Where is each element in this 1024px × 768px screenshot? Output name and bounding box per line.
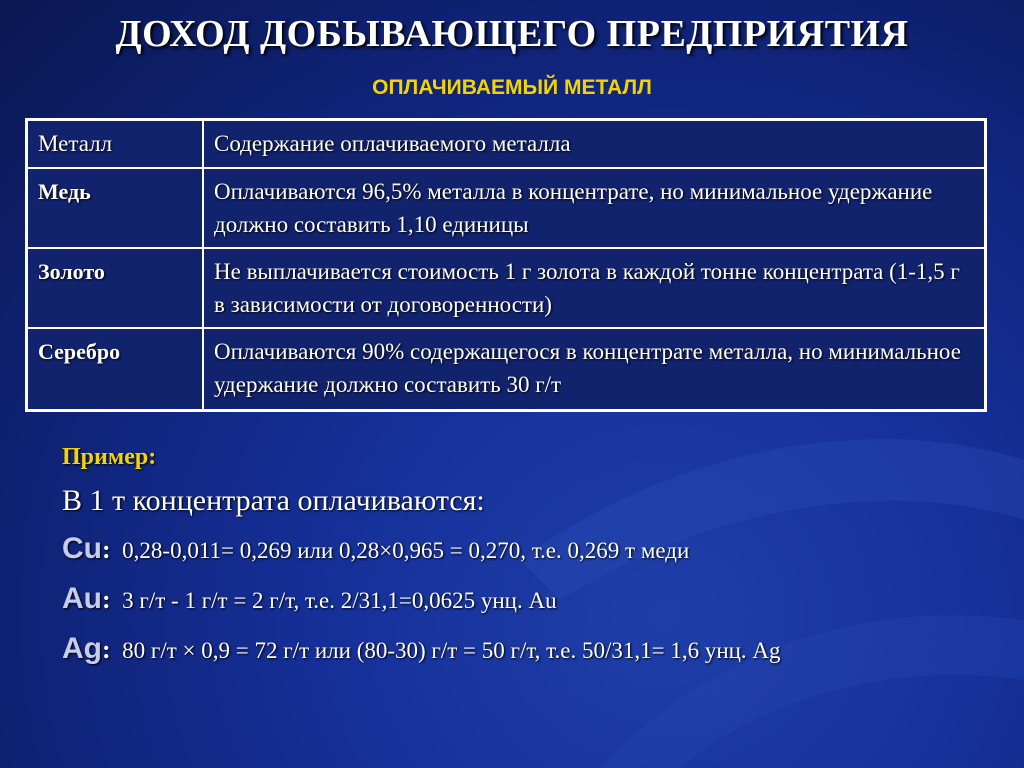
calc-text-au: 3 г/т - 1 г/т = 2 г/т, т.е. 2/31,1=0,0625 унц. Au xyxy=(122,588,557,613)
calc-copper xyxy=(62,532,689,566)
colon-ag: : xyxy=(102,635,111,664)
colon-au: : xyxy=(102,585,111,614)
calc-text-cu: 0,28-0,011= 0,269 или 0,28×0,965 = 0,270, т.е. 0,269 т меди xyxy=(122,538,690,563)
metal-name-silver: Серебро xyxy=(27,328,204,411)
metal-name-gold: Золото xyxy=(27,248,204,328)
metal-content-silver: Оплачиваются 90% содержащегося в концентрате металла, но минимальное удержание должно составить 30 г/т xyxy=(203,328,986,411)
payable-metal-table xyxy=(25,118,987,412)
header-content: Содержание оплачиваемого металла xyxy=(203,120,986,169)
calc-gold xyxy=(62,582,557,616)
table-header-row xyxy=(27,120,986,169)
slide-title: ДОХОД ДОБЫВАЮЩЕГО ПРЕДПРИЯТИЯ xyxy=(115,13,909,55)
example-label: Пример: xyxy=(62,444,157,470)
example-intro: В 1 т концентрата оплачиваются: xyxy=(62,484,485,517)
calc-silver xyxy=(62,632,781,666)
table-row xyxy=(27,248,986,328)
header-metal: Металл xyxy=(27,120,204,169)
calc-text-ag: 80 г/т × 0,9 = 72 г/т или (80-30) г/т = 50 г/т, т.е. 50/31,1= 1,6 унц. Ag xyxy=(122,638,781,663)
metal-content-gold: Не выплачивается стоимость 1 г золота в каждой тонне концентрата (1-1,5 г в зависимости от договоренности) xyxy=(203,248,986,328)
table-row xyxy=(27,168,986,248)
symbol-au: Au xyxy=(62,582,102,615)
metal-content-copper: Оплачиваются 96,5% металла в концентрате, но минимальное удержание должно составить 1,10 единицы xyxy=(203,168,986,248)
colon-cu: : xyxy=(102,535,111,564)
slide-subtitle: ОПЛАЧИВАЕМЫЙ МЕТАЛЛ xyxy=(372,76,652,99)
metal-name-copper: Медь xyxy=(27,168,204,248)
table-row xyxy=(27,328,986,411)
symbol-ag: Ag xyxy=(62,632,102,665)
symbol-cu: Cu xyxy=(62,532,102,565)
